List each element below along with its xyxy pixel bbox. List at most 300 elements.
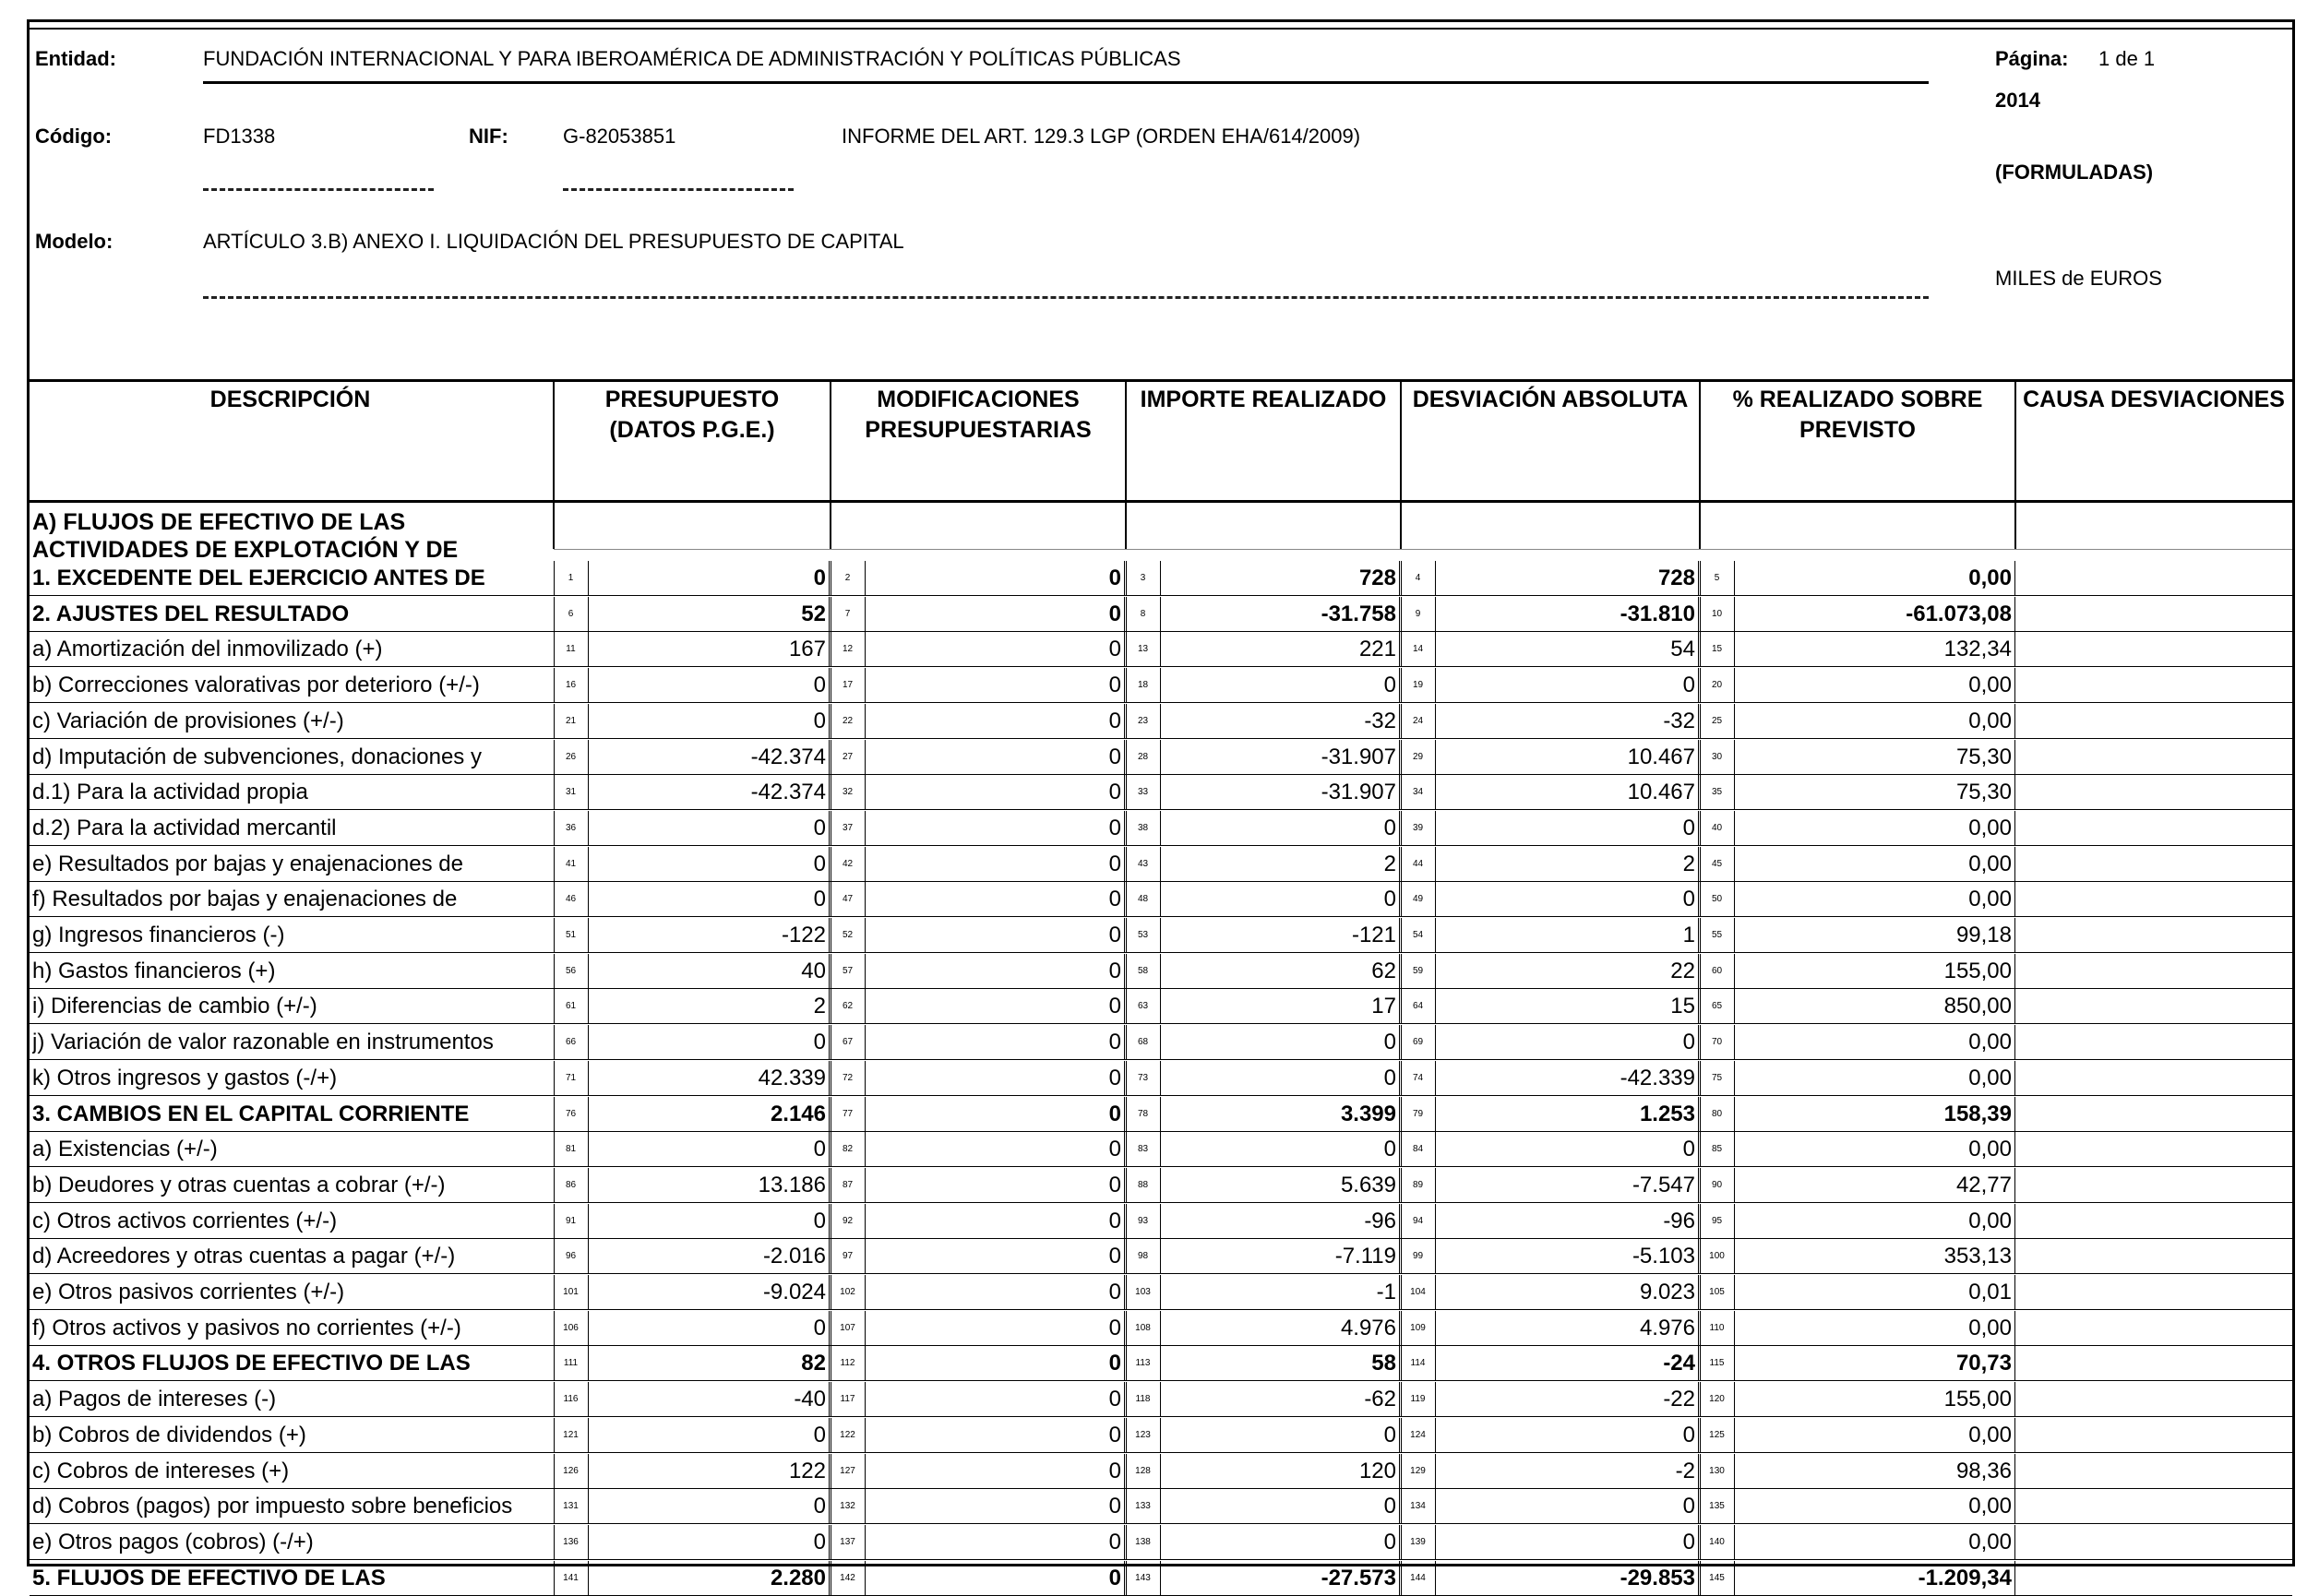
row-line-number: 135 — [1700, 1489, 1735, 1524]
row-line-number: 86 — [554, 1168, 589, 1203]
row-line-number: 21 — [554, 704, 589, 739]
nif-value: G-82053851 — [563, 125, 676, 148]
row-line-number: 24 — [1401, 704, 1436, 739]
col-presupuesto-line2: (DATOS P.G.E.) — [609, 417, 775, 443]
row-value: 0,00 — [1968, 815, 2012, 840]
row-causa-cell — [2015, 1418, 2292, 1453]
row-value: 0,00 — [1968, 1137, 2012, 1162]
row-value: 0 — [1383, 673, 1396, 698]
row-value: 0,00 — [1968, 1529, 2012, 1554]
row-value: 0 — [1108, 1315, 1121, 1340]
row-value: 0 — [1108, 601, 1121, 626]
row-value: -1 — [1376, 1280, 1396, 1304]
row-line-number: 112 — [831, 1346, 866, 1381]
section-title-line1: A) FLUJOS DE EFECTIVO DE LAS — [32, 509, 406, 535]
row-line-number: 123 — [1126, 1418, 1161, 1453]
row-value: 0 — [1682, 1422, 1695, 1447]
row-value: 52 — [801, 601, 826, 626]
row-line-number: 111 — [554, 1346, 589, 1381]
row-line-number: 92 — [831, 1204, 866, 1239]
row-line-number: 25 — [1700, 704, 1735, 739]
row-description: d) Cobros (pagos) por impuesto sobre beneficios — [32, 1494, 513, 1519]
row-line-number: 83 — [1126, 1132, 1161, 1167]
row-line-number: 89 — [1401, 1168, 1436, 1203]
row-value: 2.280 — [770, 1565, 826, 1590]
row-line-number: 36 — [554, 811, 589, 846]
row-value: 75,30 — [1955, 744, 2012, 769]
row-value: -2 — [1675, 1458, 1695, 1483]
table-row — [30, 1418, 2292, 1453]
table-row — [30, 668, 2292, 703]
col-causa-label: CAUSA DESVIACIONES — [2023, 387, 2285, 412]
row-line-number: 113 — [1126, 1346, 1161, 1381]
row-value: 155,00 — [1943, 958, 2012, 983]
row-value: 0 — [1383, 815, 1396, 840]
row-line-number: 14 — [1401, 632, 1436, 667]
row-value: 0 — [1108, 673, 1121, 698]
row-value: 0 — [1108, 1529, 1121, 1554]
row-line-number: 87 — [831, 1168, 866, 1203]
table-row — [30, 847, 2292, 882]
row-value: -31.907 — [1321, 744, 1396, 769]
row-value: 0 — [813, 566, 826, 590]
table-row — [30, 1097, 2292, 1132]
col-modificaciones — [831, 385, 1126, 446]
row-line-number: 48 — [1126, 882, 1161, 917]
row-line-number: 33 — [1126, 775, 1161, 810]
row-value: 0 — [1108, 708, 1121, 733]
row-line-number: 35 — [1700, 775, 1735, 810]
row-line-number: 45 — [1700, 847, 1735, 882]
row-value: 22 — [1670, 958, 1695, 983]
row-line-number: 3 — [1126, 561, 1161, 596]
row-value: 0 — [1108, 780, 1121, 805]
row-line-number: 128 — [1126, 1454, 1161, 1489]
col-presupuesto-line1: PRESUPUESTO — [604, 387, 780, 412]
row-line-number: 74 — [1401, 1061, 1436, 1096]
row-value: 0 — [1108, 1101, 1121, 1126]
row-value: -32 — [1364, 708, 1396, 733]
row-value: -96 — [1364, 1208, 1396, 1233]
row-description: d) Acreedores y otras cuentas a pagar (+/-) — [32, 1244, 456, 1269]
row-line-number: 44 — [1401, 847, 1436, 882]
row-causa-cell — [2015, 597, 2292, 632]
row-line-number: 116 — [554, 1382, 589, 1417]
row-causa-cell — [2015, 1311, 2292, 1346]
row-causa-cell — [2015, 1346, 2292, 1381]
row-line-number: 140 — [1700, 1525, 1735, 1560]
row-value: 0,00 — [1968, 1065, 2012, 1090]
row-line-number: 65 — [1700, 989, 1735, 1024]
hdr-divider-1 — [553, 379, 555, 549]
row-description: 5. FLUJOS DE EFECTIVO DE LAS — [32, 1565, 386, 1590]
row-line-number: 71 — [554, 1061, 589, 1096]
row-value: 1.253 — [1639, 1101, 1695, 1126]
row-value: 0 — [813, 708, 826, 733]
row-line-number: 138 — [1126, 1525, 1161, 1560]
row-value: 42,77 — [1955, 1172, 2012, 1197]
report-year: 2014 — [1995, 89, 2040, 112]
row-value: 17 — [1371, 994, 1396, 1019]
row-causa-cell — [2015, 1454, 2292, 1489]
row-value: 120 — [1358, 1458, 1396, 1483]
row-value: 0 — [813, 1030, 826, 1055]
row-line-number: 49 — [1401, 882, 1436, 917]
row-line-number: 139 — [1401, 1525, 1436, 1560]
row-value: -42.374 — [750, 780, 826, 805]
status-label: (FORMULADAS) — [1995, 161, 2154, 184]
row-line-number: 68 — [1126, 1025, 1161, 1060]
row-value: 0,00 — [1968, 566, 2012, 590]
row-value: 2 — [1682, 851, 1695, 876]
row-value: 0 — [1108, 1065, 1121, 1090]
row-line-number: 27 — [831, 740, 866, 775]
row-value: 54 — [1670, 637, 1695, 662]
row-value: 0 — [813, 1494, 826, 1519]
row-description: g) Ingresos financieros (-) — [32, 923, 285, 947]
row-value: 0 — [1108, 1208, 1121, 1233]
row-value: 0 — [1108, 1422, 1121, 1447]
row-line-number: 41 — [554, 847, 589, 882]
row-value: 2 — [1383, 851, 1396, 876]
row-value: 0 — [1108, 744, 1121, 769]
row-line-number: 95 — [1700, 1204, 1735, 1239]
row-value: 0 — [1682, 887, 1695, 912]
col-presupuesto — [554, 385, 831, 446]
row-causa-cell — [2015, 1525, 2292, 1560]
row-line-number: 132 — [831, 1489, 866, 1524]
row-value: -29.853 — [1620, 1565, 1695, 1590]
row-causa-cell — [2015, 1275, 2292, 1310]
hdr-divider-2 — [830, 379, 831, 549]
row-line-number: 55 — [1700, 918, 1735, 953]
row-value: 0 — [1682, 815, 1695, 840]
row-value: 0,00 — [1968, 673, 2012, 698]
hdr-divider-6 — [2014, 379, 2016, 549]
row-causa-cell — [2015, 1561, 2292, 1596]
row-causa-cell — [2015, 918, 2292, 953]
row-value: 0 — [1108, 1458, 1121, 1483]
row-line-number: 118 — [1126, 1382, 1161, 1417]
row-value: 0 — [1383, 1065, 1396, 1090]
header-bottom-line — [30, 500, 2292, 503]
row-line-number: 5 — [1700, 561, 1735, 596]
row-description: 1. EXCEDENTE DEL EJERCICIO ANTES DE — [32, 566, 485, 590]
row-value: 0 — [1108, 637, 1121, 662]
col-importe — [1126, 385, 1401, 415]
row-line-number: 85 — [1700, 1132, 1735, 1167]
row-description: b) Cobros de dividendos (+) — [32, 1422, 306, 1447]
row-line-number: 32 — [831, 775, 866, 810]
row-value: 0 — [1108, 887, 1121, 912]
row-line-number: 131 — [554, 1489, 589, 1524]
row-line-number: 134 — [1401, 1489, 1436, 1524]
row-value: -61.073,08 — [1906, 601, 2012, 626]
row-line-number: 38 — [1126, 811, 1161, 846]
row-value: 728 — [1657, 566, 1695, 590]
col-desviacion — [1401, 385, 1700, 415]
row-value: 0 — [1383, 1422, 1396, 1447]
row-description: a) Amortización del inmovilizado (+) — [32, 637, 383, 662]
row-value: 167 — [788, 637, 826, 662]
row-line-number: 144 — [1401, 1561, 1436, 1596]
row-value: 0 — [1682, 1529, 1695, 1554]
row-value: -5.103 — [1632, 1244, 1695, 1269]
pagina-value: 1 de 1 — [2098, 47, 2156, 70]
row-line-number: 127 — [831, 1454, 866, 1489]
row-line-number: 60 — [1700, 954, 1735, 989]
row-line-number: 16 — [554, 668, 589, 703]
row-description: e) Otros pasivos corrientes (+/-) — [32, 1280, 345, 1304]
row-causa-cell — [2015, 1168, 2292, 1203]
row-line-number: 77 — [831, 1097, 866, 1132]
row-line-number: 31 — [554, 775, 589, 810]
row-line-number: 110 — [1700, 1311, 1735, 1346]
row-value: 58 — [1371, 1351, 1396, 1376]
row-value: 82 — [801, 1351, 826, 1376]
row-description: 4. OTROS FLUJOS DE EFECTIVO DE LAS — [32, 1351, 471, 1376]
row-line-number: 4 — [1401, 561, 1436, 596]
row-value: -27.573 — [1321, 1565, 1396, 1590]
row-value: -40 — [794, 1387, 826, 1412]
row-description: b) Deudores y otras cuentas a cobrar (+/-) — [32, 1172, 446, 1197]
row-value: 0 — [813, 1137, 826, 1162]
row-line-number: 43 — [1126, 847, 1161, 882]
row-line-number: 61 — [554, 989, 589, 1024]
hdr-divider-5 — [1699, 379, 1701, 549]
row-line-number: 88 — [1126, 1168, 1161, 1203]
row-line-number: 7 — [831, 597, 866, 632]
hdr-divider-3 — [1125, 379, 1127, 549]
row-causa-cell — [2015, 740, 2292, 775]
row-value: 75,30 — [1955, 780, 2012, 805]
row-causa-cell — [2015, 632, 2292, 667]
row-line-number: 67 — [831, 1025, 866, 1060]
row-line-number: 10 — [1700, 597, 1735, 632]
row-causa-cell — [2015, 1025, 2292, 1060]
table-row — [30, 1168, 2292, 1203]
row-value: 728 — [1358, 566, 1396, 590]
modelo-dashline — [203, 296, 1929, 299]
table-row — [30, 775, 2292, 810]
table-row — [30, 1382, 2292, 1417]
row-line-number: 114 — [1401, 1346, 1436, 1381]
row-description: b) Correcciones valorativas por deterioro (+/-) — [32, 673, 480, 698]
row-description: d.1) Para la actividad propia — [32, 780, 308, 805]
row-causa-cell — [2015, 1061, 2292, 1096]
hdr-divider-4 — [1400, 379, 1402, 549]
table-row — [30, 632, 2292, 667]
row-value: 40 — [801, 958, 826, 983]
row-line-number: 90 — [1700, 1168, 1735, 1203]
row-value: -9.024 — [762, 1280, 826, 1304]
table-row — [30, 1489, 2292, 1524]
col-importe-label: IMPORTE REALIZADO — [1140, 387, 1387, 412]
row-line-number: 51 — [554, 918, 589, 953]
row-line-number: 82 — [831, 1132, 866, 1167]
row-line-number: 11 — [554, 632, 589, 667]
row-value: -1.209,34 — [1918, 1565, 2012, 1590]
row-value: -31.907 — [1321, 780, 1396, 805]
row-line-number: 29 — [1401, 740, 1436, 775]
row-description: e) Otros pagos (cobros) (-/+) — [32, 1529, 314, 1554]
table-row — [30, 989, 2292, 1024]
row-value: 0 — [1383, 1030, 1396, 1055]
row-line-number: 1 — [554, 561, 589, 596]
row-line-number: 102 — [831, 1275, 866, 1310]
row-value: -2.016 — [762, 1244, 826, 1269]
row-line-number: 107 — [831, 1311, 866, 1346]
col-causa — [2015, 385, 2292, 415]
row-value: 0 — [1383, 1137, 1396, 1162]
table-row — [30, 561, 2292, 596]
row-line-number: 100 — [1700, 1239, 1735, 1274]
row-value: 10.467 — [1627, 780, 1695, 805]
row-value: 0 — [1108, 994, 1121, 1019]
row-value: -24 — [1663, 1351, 1695, 1376]
row-value: 3.399 — [1340, 1101, 1396, 1126]
col-porcentaje-line2: PREVISTO — [1799, 417, 1916, 443]
table-row — [30, 1061, 2292, 1096]
row-line-number: 117 — [831, 1382, 866, 1417]
row-value: -7.119 — [1334, 1244, 1396, 1269]
row-value: 0,00 — [1968, 1208, 2012, 1233]
budget-table — [30, 379, 2292, 1590]
row-line-number: 52 — [831, 918, 866, 953]
row-line-number: 76 — [554, 1097, 589, 1132]
row-value: 0 — [813, 1315, 826, 1340]
row-value: 0,00 — [1968, 1494, 2012, 1519]
row-value: 0 — [1682, 1137, 1695, 1162]
pagina-label: Página: — [1995, 47, 2069, 70]
row-value: 0 — [1108, 566, 1121, 590]
row-value: 62 — [1371, 958, 1396, 983]
row-description: j) Variación de valor razonable en instrumentos — [32, 1030, 494, 1055]
row-value: 99,18 — [1955, 923, 2012, 947]
table-top-line — [30, 379, 2292, 382]
col-descripcion — [30, 385, 551, 415]
row-line-number: 119 — [1401, 1382, 1436, 1417]
row-value: 0 — [813, 1422, 826, 1447]
row-value: -96 — [1663, 1208, 1695, 1233]
row-line-number: 84 — [1401, 1132, 1436, 1167]
row-value: 2 — [813, 994, 826, 1019]
row-value: -31.810 — [1620, 601, 1695, 626]
entidad-underline — [203, 81, 1929, 84]
row-line-number: 126 — [554, 1454, 589, 1489]
row-line-number: 97 — [831, 1239, 866, 1274]
row-line-number: 106 — [554, 1311, 589, 1346]
row-description: c) Cobros de intereses (+) — [32, 1458, 290, 1483]
row-value: 132,34 — [1943, 637, 2012, 662]
row-value: 0 — [1108, 958, 1121, 983]
row-value: 0,00 — [1968, 1030, 2012, 1055]
row-value: 0 — [1108, 923, 1121, 947]
report-sheet — [27, 19, 2295, 1590]
row-description: a) Pagos de intereses (-) — [32, 1387, 277, 1412]
row-separator — [30, 1595, 2015, 1596]
row-description: d) Imputación de subvenciones, donaciones y — [32, 744, 482, 769]
row-line-number: 17 — [831, 668, 866, 703]
table-row — [30, 954, 2292, 989]
row-line-number: 75 — [1700, 1061, 1735, 1096]
col-porcentaje-line1: % REALIZADO SOBRE — [1732, 387, 1983, 412]
row-line-number: 58 — [1126, 954, 1161, 989]
row-description: 3. CAMBIOS EN EL CAPITAL CORRIENTE — [32, 1101, 470, 1126]
row-description: a) Existencias (+/-) — [32, 1137, 218, 1162]
row-causa-cell — [2015, 704, 2292, 739]
row-line-number: 133 — [1126, 1489, 1161, 1524]
table-row — [30, 1204, 2292, 1239]
row-line-number: 13 — [1126, 632, 1161, 667]
row-line-number: 40 — [1700, 811, 1735, 846]
row-line-number: 8 — [1126, 597, 1161, 632]
row-value: 5.639 — [1340, 1172, 1396, 1197]
modelo-value: ARTÍCULO 3.B) ANEXO I. LIQUIDACIÓN DEL PRESUPUESTO DE CAPITAL — [203, 230, 904, 253]
row-line-number: 120 — [1700, 1382, 1735, 1417]
row-line-number: 12 — [831, 632, 866, 667]
row-line-number: 56 — [554, 954, 589, 989]
row-line-number: 137 — [831, 1525, 866, 1560]
nif-label: NIF: — [469, 125, 508, 148]
row-value: -7.547 — [1632, 1172, 1695, 1197]
section-title-a — [32, 508, 549, 562]
row-line-number: 122 — [831, 1418, 866, 1453]
row-value: 4.976 — [1340, 1315, 1396, 1340]
table-row — [30, 1525, 2292, 1560]
row-value: -62 — [1364, 1387, 1396, 1412]
row-line-number: 23 — [1126, 704, 1161, 739]
row-value: 0 — [813, 1208, 826, 1233]
row-description: i) Diferencias de cambio (+/-) — [32, 994, 317, 1019]
row-value: 1 — [1682, 923, 1695, 947]
row-value: 0 — [813, 887, 826, 912]
informe-title: INFORME DEL ART. 129.3 LGP (ORDEN EHA/614/2009) — [842, 125, 1361, 148]
row-value: 0 — [1682, 1494, 1695, 1519]
row-description: c) Variación de provisiones (+/-) — [32, 708, 344, 733]
row-line-number: 125 — [1700, 1418, 1735, 1453]
row-line-number: 62 — [831, 989, 866, 1024]
row-value: 221 — [1358, 637, 1396, 662]
row-line-number: 46 — [554, 882, 589, 917]
row-causa-cell — [2015, 847, 2292, 882]
row-line-number: 59 — [1401, 954, 1436, 989]
row-causa-cell — [2015, 668, 2292, 703]
row-line-number: 53 — [1126, 918, 1161, 953]
row-description: 2. AJUSTES DEL RESULTADO — [32, 601, 350, 626]
row-line-number: 121 — [554, 1418, 589, 1453]
row-value: 0 — [1383, 887, 1396, 912]
row-value: 0 — [1108, 1387, 1121, 1412]
row-line-number: 109 — [1401, 1311, 1436, 1346]
row-line-number: 93 — [1126, 1204, 1161, 1239]
table-row — [30, 918, 2292, 953]
row-line-number: 142 — [831, 1561, 866, 1596]
row-value: -22 — [1663, 1387, 1695, 1412]
row-causa-cell — [2015, 1239, 2292, 1274]
table-row — [30, 1454, 2292, 1489]
row-line-number: 103 — [1126, 1275, 1161, 1310]
row-line-number: 104 — [1401, 1275, 1436, 1310]
row-value: 122 — [788, 1458, 826, 1483]
row-causa-cell — [2015, 954, 2292, 989]
row-value: -31.758 — [1321, 601, 1396, 626]
row-line-number: 115 — [1700, 1346, 1735, 1381]
codigo-value: FD1338 — [203, 125, 276, 148]
row-causa-cell — [2015, 1132, 2292, 1167]
row-line-number: 57 — [831, 954, 866, 989]
row-line-number: 6 — [554, 597, 589, 632]
